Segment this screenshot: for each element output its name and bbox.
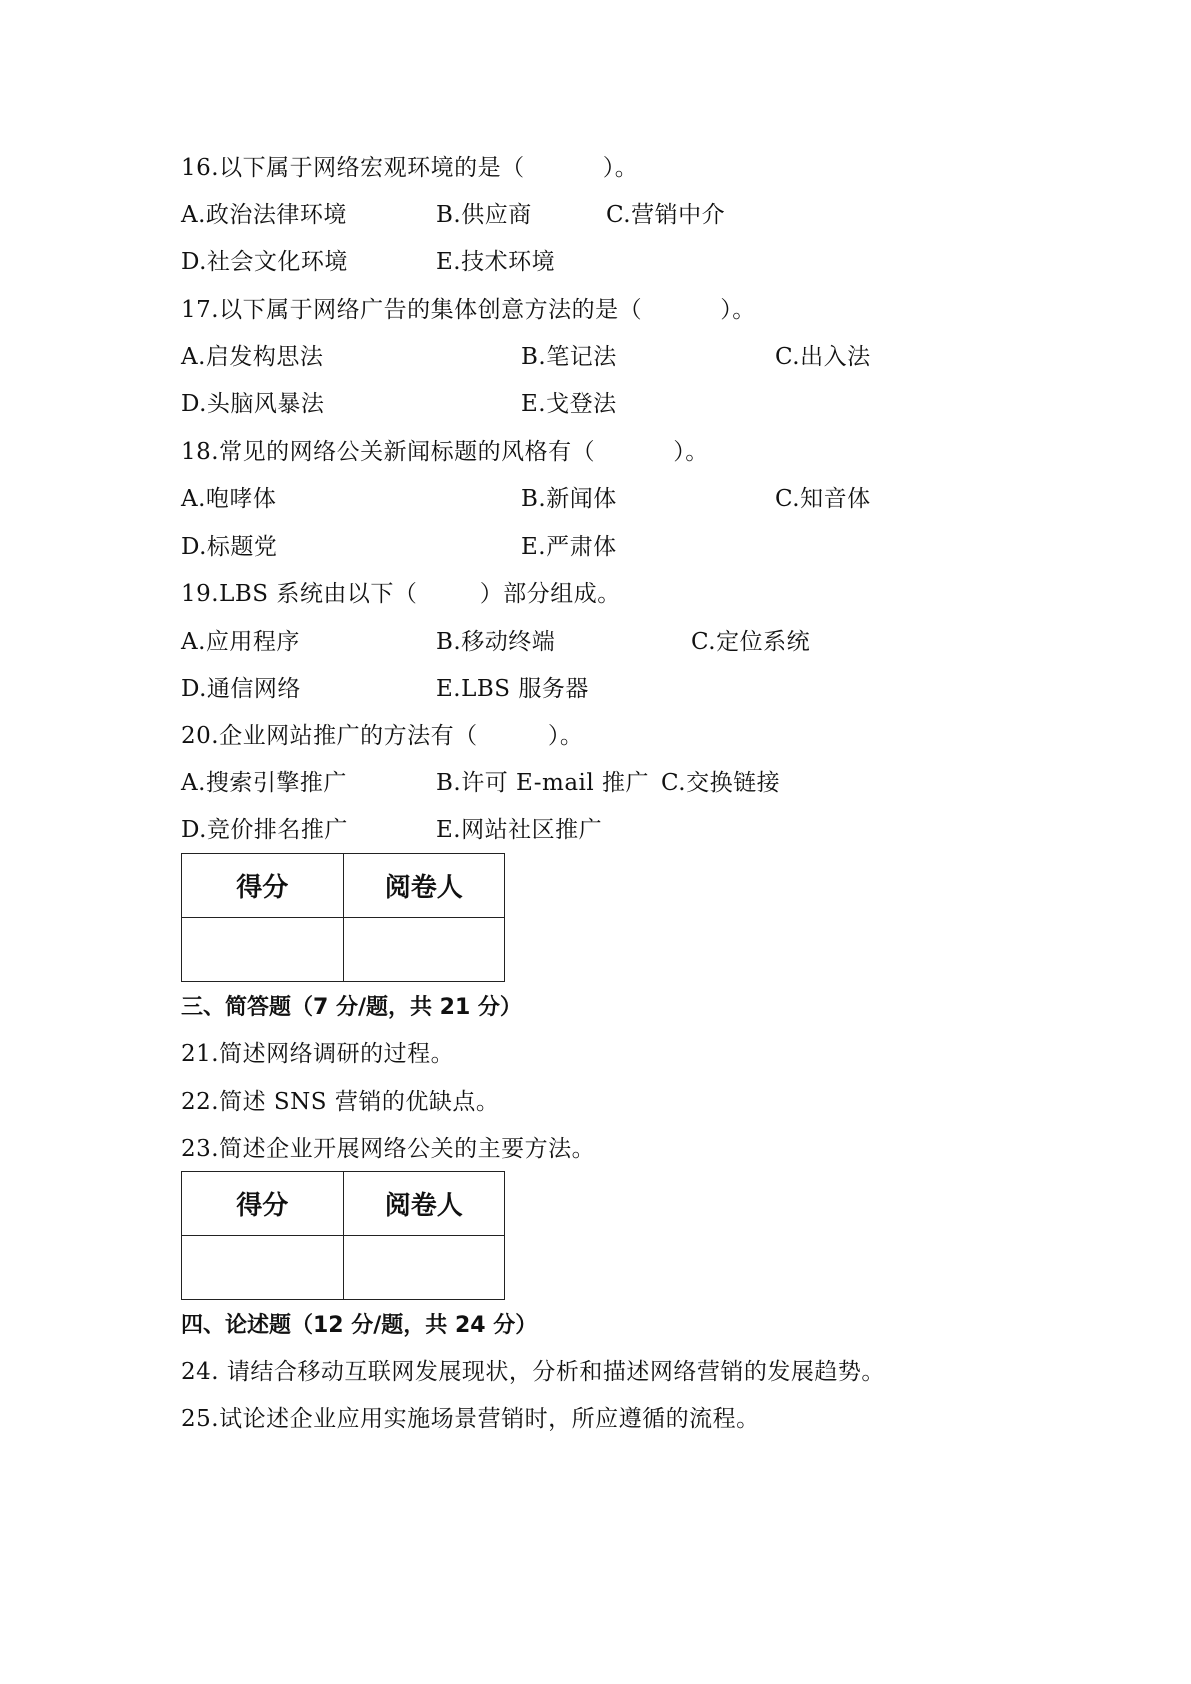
question-18-stem: 18.常见的网络公关新闻标题的风格有（ ）。 [181,439,709,465]
question-20-option-b: B.许可 E-mail 推广 [436,770,650,796]
score-table-section4 [181,1171,505,1300]
question-18-option-a: A.咆哮体 [181,486,277,512]
question-19-option-d: D.通信网络 [181,676,301,702]
question-19-option-b: B.移动终端 [436,629,556,655]
score-table-section3 [181,853,505,982]
score-cell[interactable] [182,918,344,982]
question-16-stem: 16.以下属于网络宏观环境的是（ ）。 [181,155,639,181]
question-16-option-b: B.供应商 [436,202,532,228]
question-22: 22.简述 SNS 营销的优缺点。 [181,1089,500,1115]
question-17-option-e: E.戈登法 [521,391,617,417]
question-18-option-b: B.新闻体 [521,486,617,512]
question-18-option-c: C.知音体 [775,486,871,512]
question-19-option-c: C.定位系统 [691,629,811,655]
question-20-option-d: D.竞价排名推广 [181,817,348,843]
question-20-option-a: A.搜索引擎推广 [181,770,347,796]
section3-title: 三、简答题（7 分/题，共 21 分） [181,995,522,1020]
question-20-stem: 20.企业网站推广的方法有（ ）。 [181,723,584,749]
question-19-option-e: E.LBS 服务器 [436,676,589,702]
question-21: 21.简述网络调研的过程。 [181,1041,455,1067]
section4-title: 四、论述题（12 分/题，共 24 分） [181,1313,538,1338]
question-16-option-e: E.技术环境 [436,249,556,275]
grader-header: 阅卷人 [343,854,505,918]
question-19-option-a: A.应用程序 [181,629,300,655]
question-23: 23.简述企业开展网络公关的主要方法。 [181,1136,596,1162]
question-18-option-d: D.标题党 [181,534,278,560]
question-17-option-b: B.笔记法 [521,344,617,370]
question-16-option-d: D.社会文化环境 [181,249,348,275]
score-header: 得分 [182,854,344,918]
question-17-option-d: D.头脑风暴法 [181,391,325,417]
question-17-option-c: C.出入法 [775,344,871,370]
question-20-option-e: E.网站社区推广 [436,817,603,843]
question-17-stem: 17.以下属于网络广告的集体创意方法的是（ ）。 [181,297,756,323]
question-20-option-c: C.交换链接 [661,770,781,796]
question-24: 24. 请结合移动互联网发展现状，分析和描述网络营销的发展趋势。 [181,1359,885,1385]
grader-header: 阅卷人 [343,1172,505,1236]
question-25: 25.试论述企业应用实施场景营销时，所应遵循的流程。 [181,1406,760,1432]
grader-cell[interactable] [343,918,505,982]
question-16-option-c: C.营销中介 [606,202,726,228]
question-18-option-e: E.严肃体 [521,534,617,560]
question-17-option-a: A.启发构思法 [181,344,324,370]
score-cell[interactable] [182,1236,344,1300]
grader-cell[interactable] [343,1236,505,1300]
question-19-stem: 19.LBS 系统由以下（ ）部分组成。 [181,581,621,607]
score-header: 得分 [182,1172,344,1236]
question-16-option-a: A.政治法律环境 [181,202,347,228]
